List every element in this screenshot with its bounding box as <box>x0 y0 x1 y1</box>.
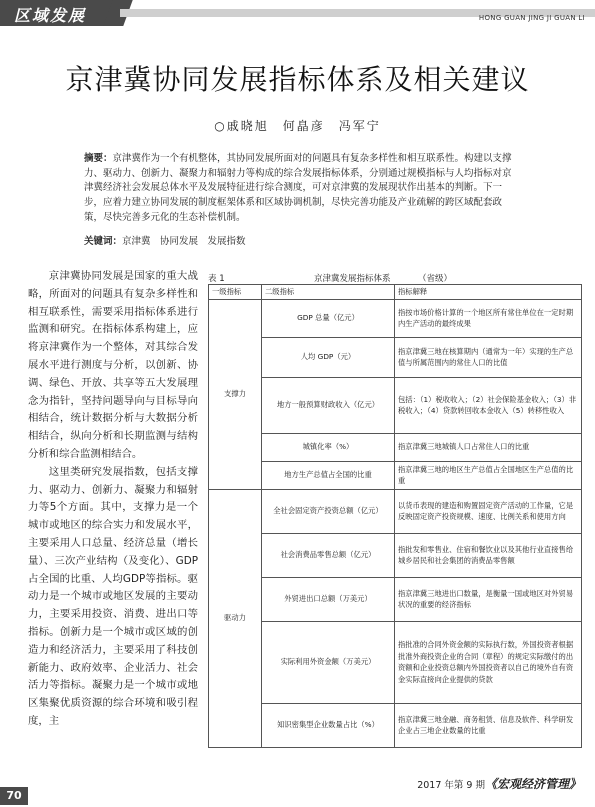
level2-cell: 知识密集型企业数量占比（%） <box>262 703 395 747</box>
section-tag: 区域发展 <box>14 6 87 25</box>
table-row <box>209 299 582 337</box>
explanation-cell: 以货币表现的建造和购置固定资产活动的工作量，它是反映固定资产投资规模、速度、比例关系和使用方向 <box>395 489 582 533</box>
level2-cell: 地方生产总值占全国的比重 <box>262 461 395 489</box>
explanation-cell: 指按市场价格计算的一个地区所有常住单位在一定时期内生产活动的最终成果 <box>395 299 582 337</box>
table-row <box>209 577 582 621</box>
table-header-row <box>209 285 582 300</box>
keywords <box>84 233 246 247</box>
keywords-text: 京津冀 协同发展 发展指数 <box>122 236 246 247</box>
level2-cell: 城镇化率（%） <box>262 433 395 461</box>
table-row <box>209 489 582 533</box>
explanation-cell: 指京津冀三地进出口数量，是衡量一国或地区对外贸易状况的重要的经济指标 <box>395 577 582 621</box>
level2-cell: 地方一般预算财政收入（亿元） <box>262 377 395 433</box>
level2-cell: GDP 总量（亿元） <box>262 299 395 337</box>
header-level1: 一级指标 <box>209 285 262 300</box>
table-scope: （省级） <box>418 274 453 284</box>
table-row <box>209 377 582 433</box>
explanation-cell: 指京津冀三地城镇人口占常住人口的比重 <box>395 433 582 461</box>
footer-journal <box>417 775 581 792</box>
journal-name: 《宏观经济管理》 <box>484 777 581 791</box>
explanation-cell: 指京津冀三地的地区生产总值占全国地区生产总值的比重 <box>395 461 582 489</box>
header-explanation: 指标解释 <box>395 285 582 300</box>
table-number: 表 1 <box>208 274 225 284</box>
abstract-text: 京津冀作为一个有机整体，其协同发展所面对的问题具有复杂多样性和相互联系性。构建以支撑力、驱动力、创新力、凝聚力和辐射力等构成的综合发展指标体系，分别通过规模指标与人均指标对京津冀经济社会发展总体水平及发展特征进行综合测度，可对京津冀的发展现状作出基本的判断。下一步，应着力建立协同发展的制度框架体系和区域协调机制，尽快完善功能及产业疏解的跨区域配套政策，尽快完善多元化的生态补偿机制。 <box>84 153 512 223</box>
level1-cell: 支撑力 <box>209 299 262 489</box>
table-row <box>209 337 582 377</box>
level2-cell: 实际利用外资金额（万美元） <box>262 621 395 703</box>
article-authors: ○戚晓旭 何皛彦 冯军宁 <box>214 119 381 133</box>
abstract-label: 摘要： <box>84 153 113 164</box>
header-level2: 二级指标 <box>262 285 395 300</box>
body-paragraph: 京津冀协同发展是国家的重大战略，所面对的问题具有复杂多样性和相互联系性，需要采用指标体系进行监测和研究。在指标体系构建上，应将京津冀作为一个整体，对其综合发展水平进行测度与分析，以创新、协调、绿色、开放、共享等五大发展理念为指针，坚持问题导向与目标导向相结合，统计数据分析与大数据分析相结合，纵向分析和长期监测与结构分析和综合监测相结合。 <box>28 270 198 460</box>
keywords-label: 关键词： <box>84 236 123 247</box>
table-row <box>209 533 582 577</box>
journal-pinyin: HONG GUAN JING JI GUAN LI <box>478 14 585 22</box>
body-column <box>28 268 198 731</box>
explanation-cell: 包括：（1）税收收入；（2）社会保险基金收入；（3）非税收入；（4）贷款转回收本金收入（5）转移性收入 <box>395 377 582 433</box>
body-paragraph: 这里类研究发展指数，包括支撑力、驱动力、创新力、凝聚力和辐射力等5个方面。其中，支撑力是一个城市或地区的综合实力和发展水平，主要采用人口总量、经济总量（增长量）、三次产业结构（及变化）、GDP占全国的比重、人均GDP等指标。驱动力是一个城市或地区发展的主要动力，主要采用投资、消费、进出口等指标。创新力是一个城市或区域的创造力和经济活力，主要采用了科技创新能力、政府效率、企业活力、社会活力等指标。凝聚力是一个城市或地区集聚优质资源的综合环境和吸引程度，主 <box>28 465 198 727</box>
explanation-cell: 指批准的合同外资金额的实际执行数，外国投资者根据批准外商投资企业的合同（章程）的规定实际缴付的出资额和企业投资总额内外国投资者以自己的境外自有资金实际直接向企业提供的贷款 <box>395 621 582 703</box>
level1-cell: 驱动力 <box>209 489 262 747</box>
explanation-cell: 指京津冀三地在核算期内（通常为一年）实现的生产总值与所属范围内的常住人口的比值 <box>395 337 582 377</box>
table-row <box>209 703 582 747</box>
table-row <box>209 433 582 461</box>
explanation-cell: 指批发和零售业、住宿和餐饮业以及其他行业直接售给城乡居民和社会集团的消费品零售额 <box>395 533 582 577</box>
issue-label: 2017 年第 9 期 <box>417 780 485 791</box>
table-row <box>209 621 582 703</box>
level2-cell: 外贸进出口总额（万美元） <box>262 577 395 621</box>
table-row <box>209 461 582 489</box>
indicator-table <box>208 284 582 748</box>
level2-cell: 社会消费品零售总额（亿元） <box>262 533 395 577</box>
level2-cell: 人均 GDP（元） <box>262 337 395 377</box>
article-title: 京津冀协同发展指标体系及相关建议 <box>65 63 530 96</box>
page-number: 70 <box>0 787 28 805</box>
table-name: 京津冀发展指标体系 <box>314 274 391 284</box>
abstract <box>84 152 514 226</box>
level2-cell: 全社会固定资产投资总额（亿元） <box>262 489 395 533</box>
explanation-cell: 指京津冀三地金融、商务租赁、信息及软件、科学研发企业占三地企业数量的比重 <box>395 703 582 747</box>
header-band <box>0 0 595 26</box>
